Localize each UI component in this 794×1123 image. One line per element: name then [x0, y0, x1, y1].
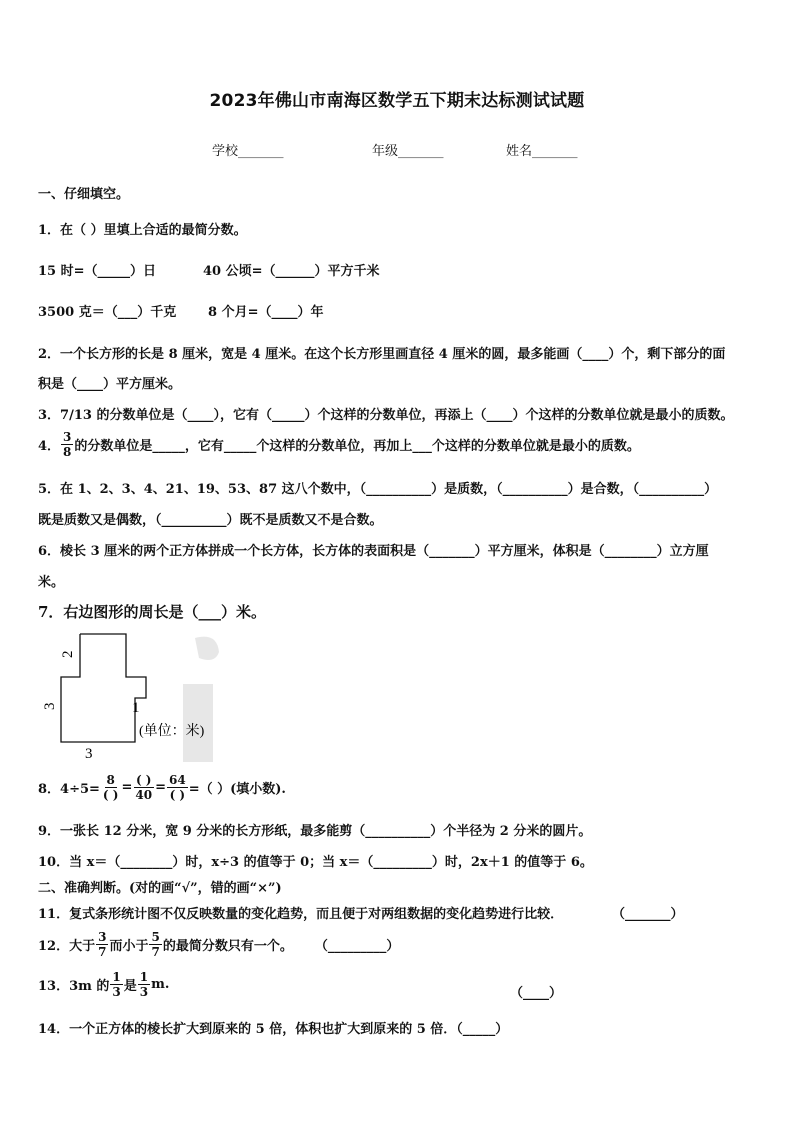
label-bottom: 3: [85, 746, 93, 762]
question-10: 10．当 x＝（________）时，x÷3 的值等于 0；当 x＝（_________）时，2x＋1 的值等于 6。: [38, 855, 593, 870]
fraction-numerator: 64: [168, 773, 186, 787]
fraction-denominator: ( ): [169, 788, 186, 802]
question-1a: 15 时=（_____）日: [38, 264, 157, 279]
question-5-line1: 5．在 1、2、3、4、21、19、53、87 这八个数中，（__________）是质数，（__________）是合数，（__________）: [38, 482, 718, 497]
fraction-numerator: 5: [151, 930, 160, 944]
school-field: 学校_______: [212, 144, 284, 159]
question-11-blank: （_______）: [612, 907, 684, 922]
question-11: 11．复式条形统计图不仅反映数量的变化趋势，而且便于对两组数据的变化趋势进行比较．: [38, 907, 564, 922]
question-13: [38, 970, 169, 999]
question-7-figure: [35, 628, 225, 763]
fraction-numerator: 1: [112, 970, 121, 984]
grade-field: 年级_______: [372, 144, 444, 159]
question-13-prefix: 13．3m 的: [38, 979, 110, 994]
label-top: 2: [60, 650, 76, 658]
fraction-blank-40: [133, 773, 154, 802]
question-4-prefix: 4．: [38, 439, 61, 454]
question-1c: 3500 克＝（___）千克: [38, 305, 177, 320]
question-4: [38, 430, 640, 459]
section-2-heading: 二、准确判断。(对的画“√”，错的画“×”): [38, 881, 282, 896]
question-12: [38, 930, 399, 959]
question-13-suffix: m.: [151, 977, 170, 992]
question-4-suffix: 的分数单位是_____，它有_____个这样的分数单位，再加上___个这样的分数单位就是最小的质数。: [74, 439, 640, 454]
fraction-numerator: 3: [98, 930, 107, 944]
question-9: 9．一张长 12 分米，宽 9 分米的长方形纸，最多能剪（__________）个半径为 2 分米的圆片。: [38, 824, 592, 839]
question-8-suffix: =（ ）(填小数).: [188, 782, 286, 797]
page-title: 2023年佛山市南海区数学五下期末达标测试试题: [209, 91, 585, 111]
question-2-line2: 积是（____）平方厘米。: [38, 377, 182, 392]
question-2-line1: 2．一个长方形的长是 8 厘米，宽是 4 厘米。在这个长方形里画直径 4 厘米的圆，最多能画（____）个，剩下部分的面: [38, 347, 726, 362]
fraction-3-7: [96, 930, 108, 959]
question-12-mid: 而小于: [109, 939, 149, 954]
fraction-denominator: 7: [98, 945, 107, 959]
equals-sign: =: [155, 780, 166, 795]
name-field: 姓名_______: [506, 144, 578, 159]
figure-outline: [61, 634, 146, 742]
fraction-numerator: 8: [106, 773, 115, 787]
fraction-8-blank: [101, 773, 121, 802]
question-8-prefix: 8．4÷5=: [38, 782, 100, 797]
fraction-1-3: [110, 970, 122, 999]
question-5-line2: 既是质数又是偶数，（__________）既不是质数又不是合数。: [38, 513, 383, 528]
fraction-numerator: 3: [63, 430, 72, 444]
fraction-numerator: ( ): [135, 773, 152, 787]
question-6-line1: 6．棱长 3 厘米的两个正方体拼成一个长方体，长方体的表面积是（_______）平方厘米，体积是（________）立方厘: [38, 544, 709, 559]
question-12-prefix: 12．大于: [38, 939, 96, 954]
question-8: [38, 773, 286, 802]
question-12-blank: （_________）: [314, 939, 400, 954]
fraction-denominator: 3: [112, 985, 121, 999]
watermark: [183, 637, 219, 762]
question-6-line2: 米。: [38, 575, 65, 590]
fraction-denominator: 40: [135, 788, 153, 802]
equals-sign: =: [121, 780, 133, 795]
fraction-64-blank: [167, 773, 188, 802]
question-7: 7．右边图形的周长是（___）米。: [38, 603, 266, 621]
fraction-5-7: [149, 930, 161, 959]
question-1: 1．在（ ）里填上合适的最简分数。: [38, 223, 247, 238]
label-right: 1: [132, 700, 140, 716]
question-12-suffix: 的最简分数只有一个。: [162, 939, 293, 954]
fraction-3-8: [61, 430, 73, 459]
label-left: 3: [42, 702, 58, 710]
question-3: 3．7/13 的分数单位是（____），它有（_____）个这样的分数单位，再添上（____）个这样的分数单位就是最小的质数。: [38, 408, 734, 423]
fraction-1-3: [138, 970, 150, 999]
unit-label: (单位：米): [139, 724, 205, 739]
fraction-numerator: 1: [139, 970, 149, 984]
fraction-denominator: 8: [63, 445, 72, 459]
question-1d: 8 个月=（____）年: [208, 305, 324, 320]
question-1b: 40 公顷=（______）平方千米: [203, 264, 380, 279]
fraction-denominator: 7: [151, 945, 160, 959]
question-14: 14．一个正方体的棱长扩大到原来的 5 倍，体积也扩大到原来的 5 倍．（_____）: [38, 1022, 509, 1037]
question-13-blank: （____）: [510, 986, 563, 1001]
section-1-heading: 一、仔细填空。: [38, 187, 130, 202]
fraction-denominator: ( ): [102, 788, 119, 802]
fraction-denominator: 3: [139, 985, 149, 999]
question-13-mid: 是: [123, 979, 137, 994]
